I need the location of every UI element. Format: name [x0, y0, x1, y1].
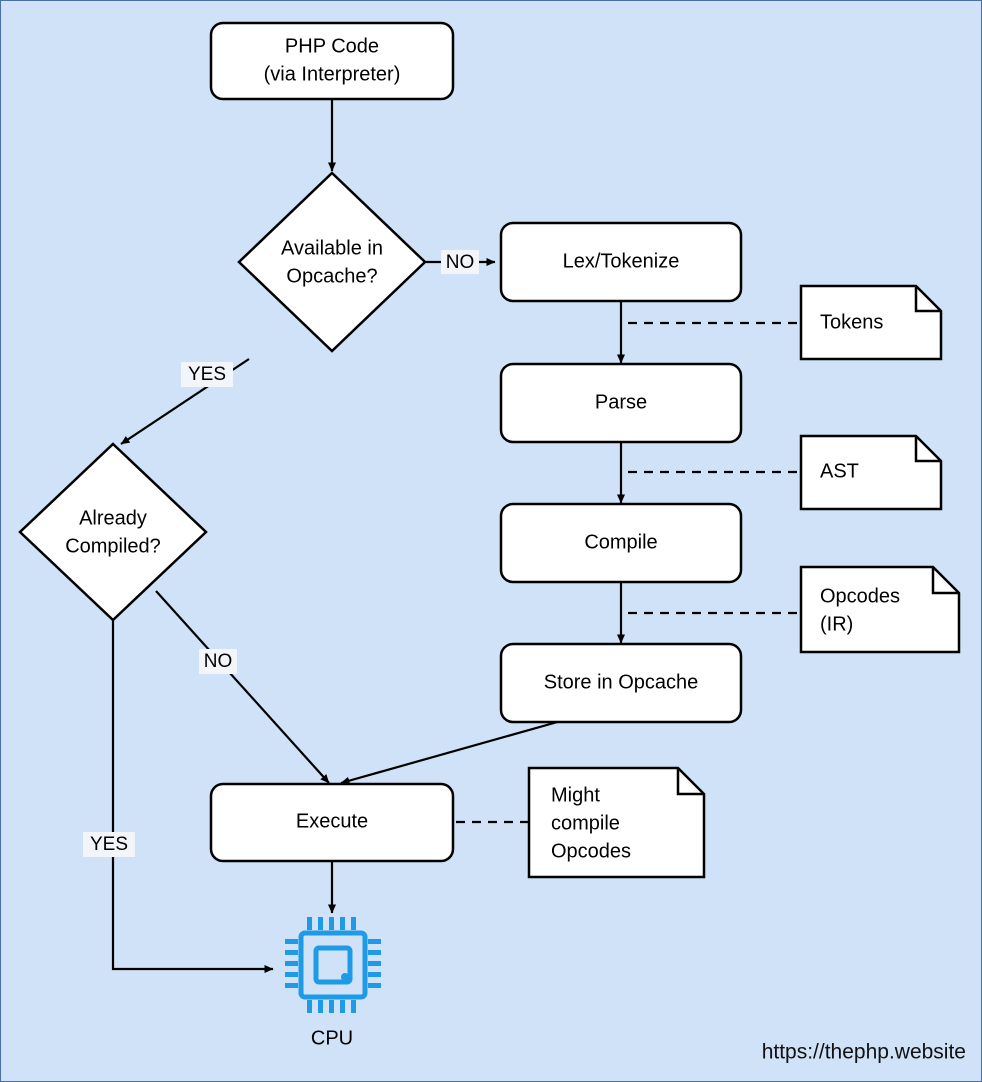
node-available-in-opcache-shape [239, 173, 425, 351]
cpu-icon-pin-right-2 [368, 950, 381, 955]
node-parse-label: Parse [594, 391, 648, 414]
note-might-compile [529, 768, 704, 877]
cpu-icon-pin-left-1 [285, 939, 298, 944]
edge-label-compiled-yes-text: YES [89, 834, 129, 856]
cpu-icon-pin-right-3 [368, 961, 381, 966]
cpu-icon-pin-top-4 [340, 917, 345, 930]
edge-compiled-no-to-execute [156, 591, 329, 783]
edge-label-opcache-yes-text: YES [187, 364, 227, 386]
node-available-in-opcache-line2: Opcache? [286, 265, 378, 288]
cpu-icon-pin-top-2 [318, 917, 323, 930]
node-execute-label: Execute [295, 810, 369, 833]
note-might-compile-line2: compile [551, 812, 620, 835]
cpu-icon-dot [341, 973, 349, 981]
cpu-icon-pin-left-2 [285, 950, 298, 955]
cpu-icon-pin-bottom-5 [351, 1000, 356, 1013]
cpu-label: CPU [310, 1027, 354, 1050]
cpu-icon-pin-top-5 [351, 917, 356, 930]
node-available-in-opcache-line1: Available in [281, 237, 383, 260]
note-opcodes-line1: Opcodes [820, 585, 901, 608]
cpu-icon-body [301, 933, 365, 997]
cpu-icon-pin-left-3 [285, 961, 298, 966]
node-php-code[interactable] [211, 23, 453, 99]
node-store-in-opcache[interactable] [501, 644, 741, 722]
node-lex-tokenize-label: Lex/Tokenize [562, 250, 680, 273]
note-tokens-label: Tokens [820, 311, 884, 334]
node-php-code-line1: PHP Code [284, 35, 380, 58]
cpu-icon-pin-top-3 [329, 917, 334, 930]
cpu-icon [285, 917, 381, 1013]
cpu-icon-pin-bottom-1 [307, 1000, 312, 1013]
node-php-code-line2: (via Interpreter) [263, 63, 401, 86]
node-parse[interactable] [501, 364, 741, 442]
note-opcodes [801, 567, 959, 652]
watermark-url: https://thephp.website [761, 1040, 966, 1064]
cpu-icon-pin-top-1 [307, 917, 312, 930]
node-store-in-opcache-label: Store in Opcache [543, 671, 699, 694]
node-lex-tokenize[interactable] [501, 223, 741, 301]
node-already-compiled-shape [20, 444, 206, 620]
note-ast [801, 436, 941, 509]
edge-label-opcache-yes [181, 362, 233, 387]
edge-label-compiled-no-text: NO [203, 651, 233, 673]
cpu-icon-pin-bottom-2 [318, 1000, 323, 1013]
note-ast-label: AST [820, 460, 859, 483]
cpu-icon-pin-bottom-3 [329, 1000, 334, 1013]
node-execute[interactable] [211, 784, 453, 861]
cpu-icon-pin-right-5 [368, 983, 381, 988]
note-might-compile-line3: Opcodes [551, 840, 632, 863]
note-might-compile-line1: Might [551, 784, 600, 807]
cpu-icon-pin-right-4 [368, 972, 381, 977]
cpu-icon-pin-right-1 [368, 939, 381, 944]
edge-label-compiled-yes [83, 832, 135, 857]
node-already-compiled[interactable] [20, 444, 206, 620]
cpu-icon-pin-left-4 [285, 972, 298, 977]
node-already-compiled-line1: Already [79, 507, 147, 530]
note-tokens [801, 286, 941, 359]
node-compile-label: Compile [584, 531, 658, 554]
node-available-in-opcache[interactable] [239, 173, 425, 351]
node-compile[interactable] [501, 504, 741, 582]
node-already-compiled-line2: Compiled? [65, 535, 161, 558]
note-opcodes-shape [801, 567, 959, 652]
edge-label-opcache-no-text: NO [445, 252, 475, 274]
edge-label-opcache-no [441, 250, 479, 274]
cpu-icon-pin-left-5 [285, 983, 298, 988]
cpu-icon-pin-bottom-4 [340, 1000, 345, 1013]
edge-label-compiled-no [199, 649, 237, 674]
diagram-svg [1, 1, 982, 1082]
note-opcodes-line2: (IR) [820, 613, 854, 636]
